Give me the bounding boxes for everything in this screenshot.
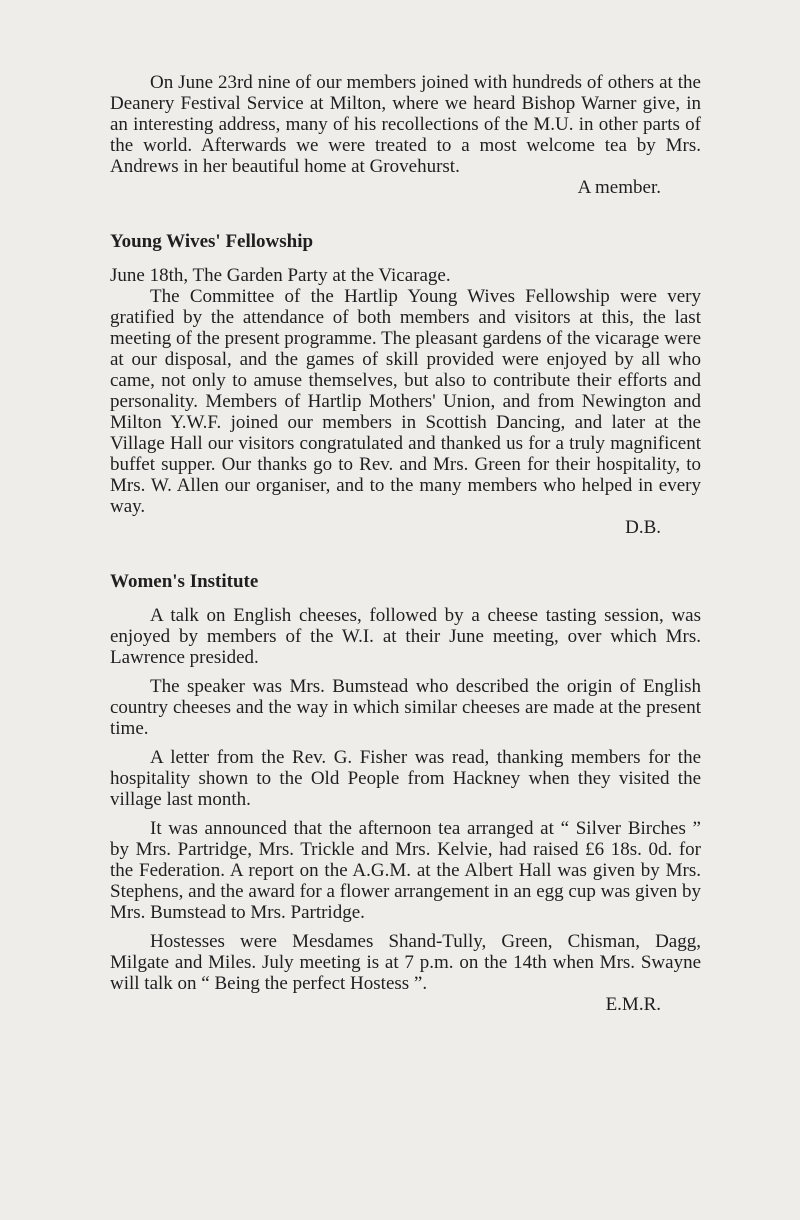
wi-signature: E.M.R.	[605, 994, 661, 1015]
wi-paragraph-3: A letter from the Rev. G. Fisher was read, thanking members for the hospitality shown to the Old People from Hackney when they visited the village last month.	[110, 747, 701, 810]
ywf-intro: June 18th, The Garden Party at the Vicarage.	[110, 265, 451, 286]
wi-paragraph-4: It was announced that the afternoon tea arranged at “ Silver Birches ” by Mrs. Partridge, Mrs. Trickle and Mrs. Kelvie, had raised £6 18s. 0d. for the Federation. A report on the A.G.M. at the Albert Hall was given by Mrs. Stephens, and the award for a flower arrangement in an egg cup was given by Mrs. Bumstead to Mrs. Partridge.	[110, 818, 701, 923]
mu-signature: A member.	[577, 177, 661, 198]
wi-heading: Women's Institute	[110, 571, 259, 592]
wi-paragraph-2: The speaker was Mrs. Bumstead who described the origin of English country cheeses and the way in which similar cheeses are made at the present time.	[110, 676, 701, 739]
mu-paragraph: On June 23rd nine of our members joined with hundreds of others at the Deanery Festival Service at Milton, where we heard Bishop Warner give, in an interesting address, many of his recollections of the M.U. in other parts of the world. Afterwards we were treated to a most welcome tea by Mrs. Andrews in her beautiful home at Grovehurst.	[110, 72, 701, 177]
ywf-heading: Young Wives' Fellowship	[110, 231, 314, 252]
wi-paragraph-5: Hostesses were Mesdames Shand-Tully, Green, Chisman, Dagg, Milgate and Miles. July meeting is at 7 p.m. on the 14th when Mrs. Swayne will talk on “ Being the perfect Hostess ”.	[110, 931, 701, 994]
ywf-paragraph: The Committee of the Hartlip Young Wives Fellowship were very gratified by the attendance of both members and visitors at this, the last meeting of the present programme. The pleasant gardens of the vicarage were at our disposal, and the games of skill provided were enjoyed by all who came, not only to amuse themselves, but also to contribute their efforts and personality. Members of Hartlip Mothers' Union, and from Newington and Milton Y.W.F. joined our members in Scottish Dancing, and later at the Village Hall our visitors congratulated and thanked us for a truly magnificent buffet supper. Our thanks go to Rev. and Mrs. Green for their hospitality, to Mrs. W. Allen our organiser, and to the many members who helped in every way.	[110, 286, 701, 517]
article-column	[110, 72, 701, 1015]
wi-paragraph-1: A talk on English cheeses, followed by a cheese tasting session, was enjoyed by members of the W.I. at their June meeting, over which Mrs. Lawrence presided.	[110, 605, 701, 668]
ywf-signature: D.B.	[625, 517, 661, 538]
